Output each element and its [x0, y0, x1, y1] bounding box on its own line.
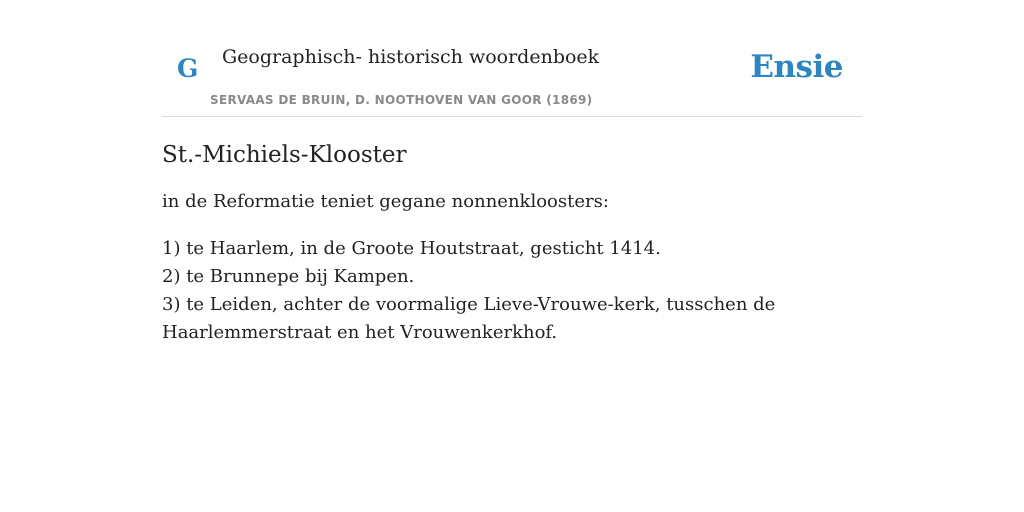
ensie-logo-link[interactable]: Ensie	[750, 49, 843, 85]
page-header	[162, 36, 862, 117]
book-title-link[interactable]: Geographisch- historisch woordenboek	[222, 46, 600, 68]
book-initial-icon[interactable]: G	[177, 54, 199, 83]
entry-intro: in de Reformatie teniet gegane nonnenkloosters:	[162, 191, 609, 212]
entry-content	[162, 138, 862, 347]
list-item: 3) te Leiden, achter de voormalige Lieve-Vrouwe-kerk, tusschen de Haarlemmerstraat en het Vrouwenkerkhof.	[162, 294, 776, 343]
entry-list	[162, 235, 862, 347]
list-item: 2) te Brunnepe bij Kampen.	[162, 266, 415, 287]
list-item: 1) te Haarlem, in de Groote Houtstraat, gesticht 1414.	[162, 238, 661, 259]
book-authors: SERVAAS DE BRUIN, D. NOOTHOVEN VAN GOOR (1869)	[210, 93, 593, 107]
entry-title: St.-Michiels-Klooster	[162, 142, 407, 168]
